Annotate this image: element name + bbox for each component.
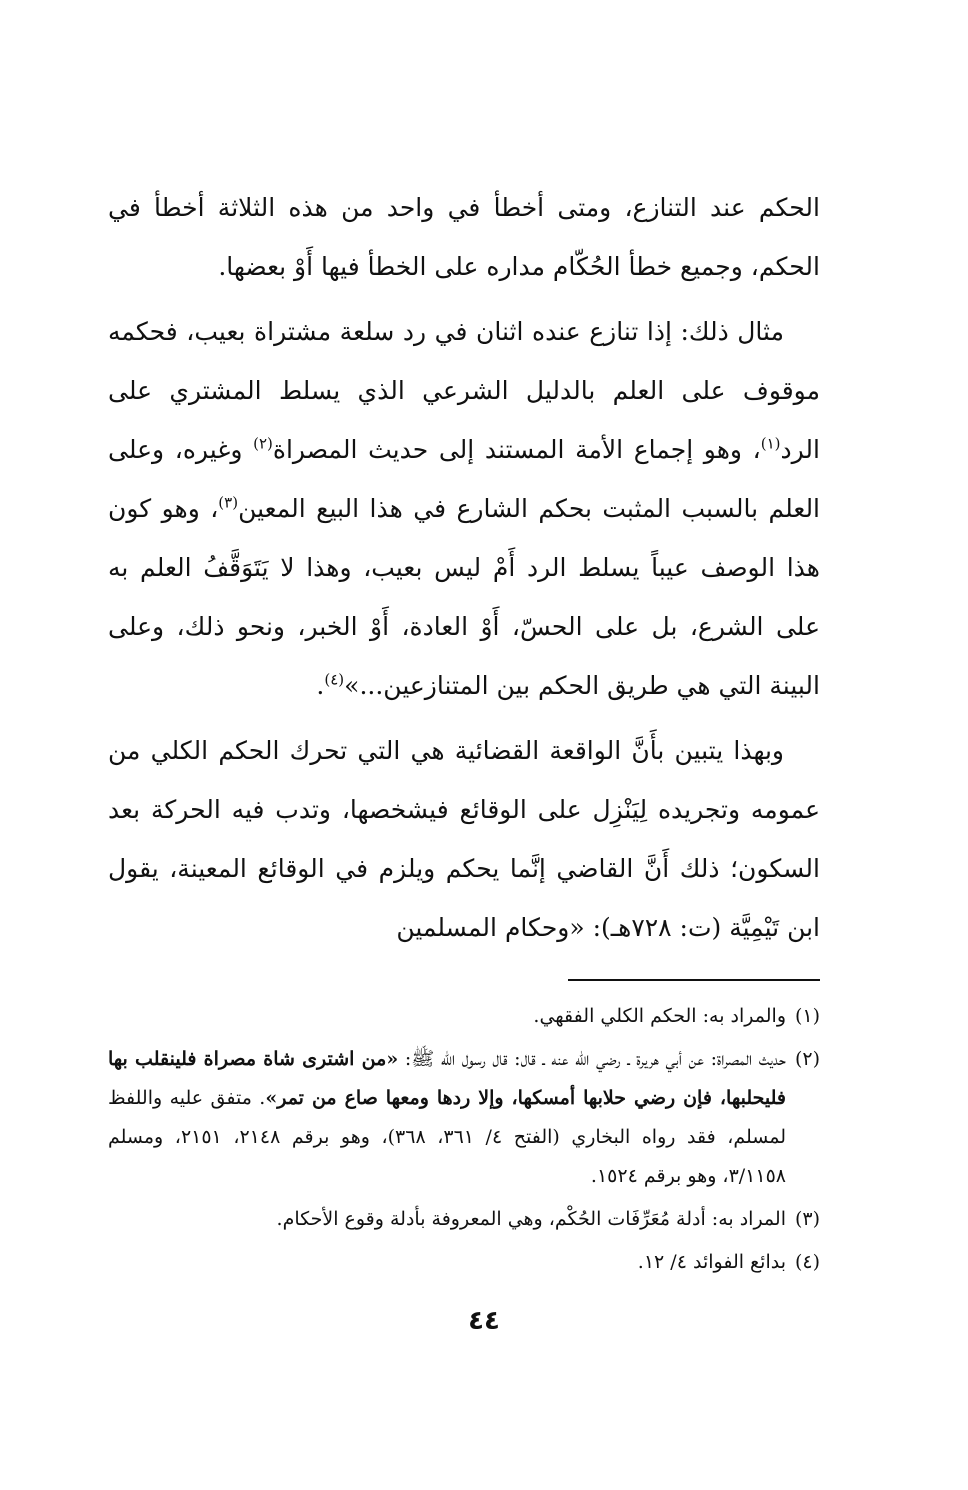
- paragraph-2-text-e: .: [316, 671, 325, 700]
- footnote-number: (٣): [794, 1208, 820, 1230]
- footnote-number: (٢): [794, 1048, 820, 1070]
- footnote-ref-2[interactable]: (٢): [253, 434, 273, 453]
- body-paragraph-2: [108, 302, 820, 715]
- footnote-text: والمراد به: الحكم الكلي الفقهي.: [533, 1005, 786, 1027]
- footnote-ref-1[interactable]: (١): [760, 434, 781, 453]
- body-paragraph-1: الحكم عند التنازع، ومتى أخطأ في واحد من هذه الثلاثة أخطأ في الحكم، وجميع خطأ الحُكّام مداره على الخطأ فيها أَوْ بعضها.: [108, 193, 820, 281]
- footnote-2: [108, 1040, 820, 1196]
- paragraph-2-text-c: وغيره، وعلى العلم بالسبب المثبت بحكم الشارع في هذا البيع المعين: [108, 435, 821, 523]
- page-content: [108, 178, 820, 1286]
- hadith-quote: «من اشترى شاة مصراة فلينقلب بها فليحلبها، فإن رضي حلابها أمسكها، وإلا ردها ومعها صاع من تمر»: [108, 1048, 786, 1109]
- footnote-ref-4[interactable]: (٤): [324, 670, 345, 689]
- page-number: ٤٤: [468, 1306, 500, 1336]
- footnote-2-citation: . متفق عليه واللفظ لمسلم، فقد رواه البخاري (الفتح ٤/ ٣٦١، ٣٦٨)، وهو برقم ٢١٤٨، ٢١٥١، ومسلم ٣/١١٥٨، وهو برقم ١٥٢٤.: [108, 1087, 787, 1187]
- paragraph-2-text-d: ، وهو كون هذا الوصف عيباً يسلط الرد أَمْ ليس بعيب، وهذا لا يَتَوَقَّفُ العلم به على الشرع، بل على الحسّ، أَوْ العادة، أَوْ الخبر، ونحو ذلك، وعلى البينة التي هي طريق الحكم بين المتنازعين...»: [108, 494, 820, 700]
- footnote-separator: [568, 979, 820, 981]
- body-paragraph-3: وبهذا يتبين بأَنَّ الواقعة القضائية هي التي تحرك الحكم الكلي من عمومه وتجريده لِيَنْزِل على الوقائع فيشخصها، وتدب فيه الحركة بعد السكون؛ ذلك أَنَّ القاضي إنَّما يحكم ويلزم في الوقائع المعينة، يقول ابن تَيْمِيَّة (ت: ٧٢٨هـ): «وحكام المسلمين: [108, 736, 820, 942]
- footnote-3: [108, 1200, 820, 1239]
- footnote-number: (١): [794, 1005, 820, 1027]
- footnotes: [108, 997, 820, 1282]
- footnote-text: [108, 1040, 786, 1196]
- footnote-2-intro: حديث المصراة: عن أبي هريرة ـ رضي الله عنه ـ قال: قال رسول الله ﷺ:: [398, 1048, 786, 1070]
- footnote-1: [108, 997, 820, 1036]
- footnote-4: [108, 1243, 820, 1282]
- footnote-ref-3[interactable]: (٣): [218, 493, 239, 512]
- paragraph-2-text-a: مثال ذلك: إذا تنازع عنده اثنان في رد سلعة مشتراة بعيب، فحكمه موقوف على العلم بالدليل الشرعي الذي يسلط المشتري على الرد: [108, 317, 820, 464]
- paragraph-2-text-b: ، وهو إجماع الأمة المستند إلى حديث المصراة: [272, 435, 761, 464]
- footnote-number: (٤): [794, 1251, 820, 1273]
- footnote-text: المراد به: أدلة مُعَرِّفَات الحُكْم، وهي المعروفة بأدلة وقوع الأحكام.: [276, 1208, 786, 1230]
- footnote-text: بدائع الفوائد ٤/ ١٢.: [637, 1251, 786, 1273]
